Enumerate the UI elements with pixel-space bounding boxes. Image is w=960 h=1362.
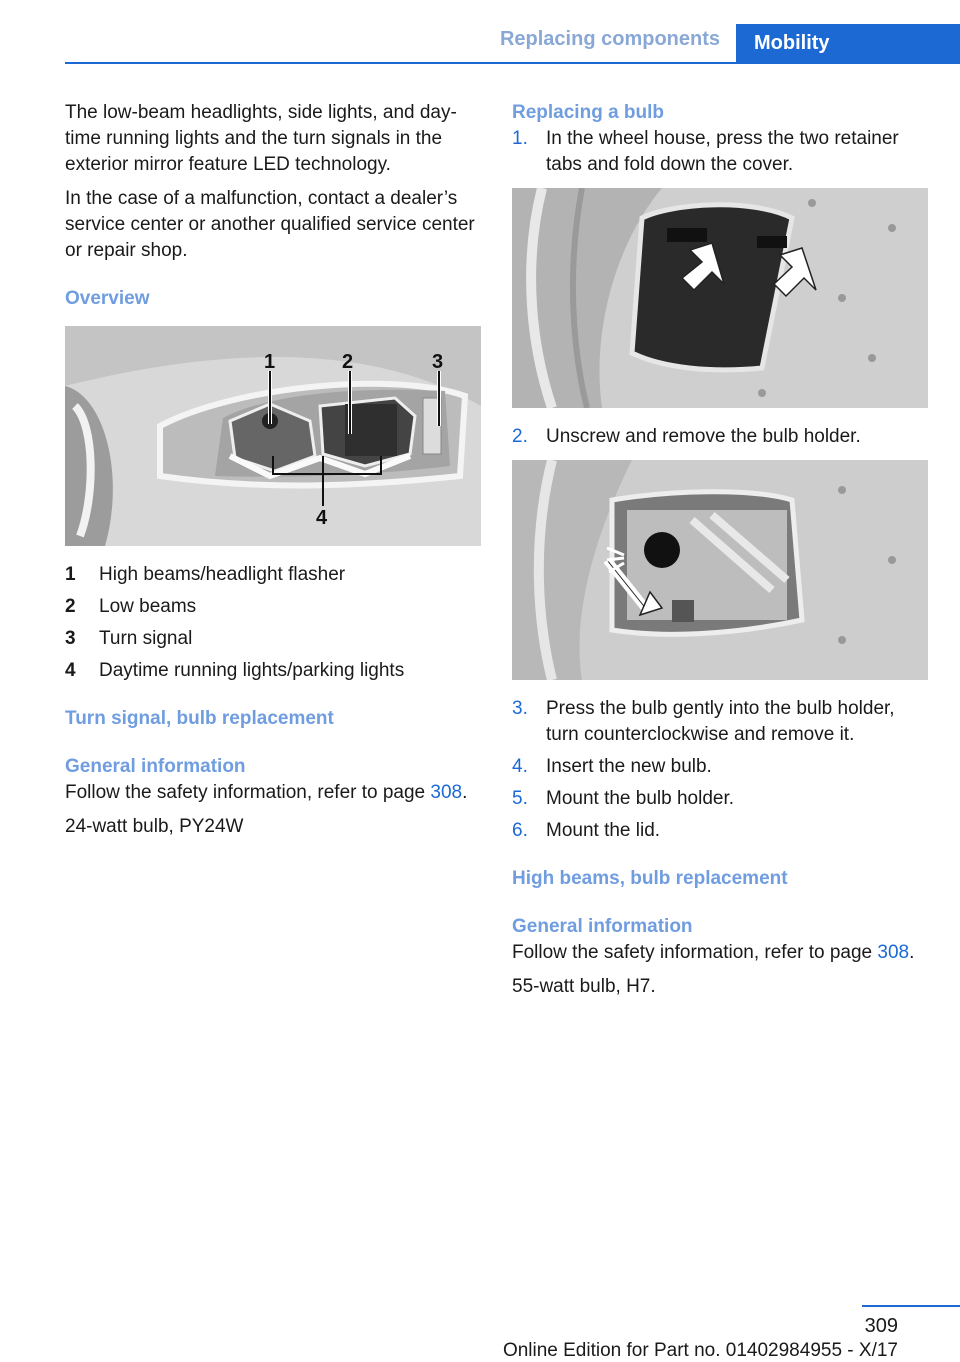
legend-number: 3 (65, 628, 76, 649)
step-item (512, 696, 928, 748)
legend-text: Turn signal (99, 628, 193, 649)
safety-text: Follow the safety information, refer to page (512, 942, 873, 963)
bulb-holder-figure (512, 460, 928, 680)
step-number: 1. (512, 128, 528, 149)
legend-item (65, 562, 481, 588)
step-item (512, 786, 928, 812)
right-column (512, 100, 928, 1008)
step-item (512, 424, 928, 450)
general-info-heading: General information (65, 756, 246, 777)
bulb-spec: 24-watt bulb, PY24W (65, 816, 244, 837)
legend-number: 2 (65, 596, 76, 617)
footer-rule (862, 1305, 960, 1307)
step-text: In the wheel house, press the two retainer tabs and fold down the cover. (546, 128, 899, 175)
high-beams-heading: High beams, bulb replacement (512, 868, 788, 889)
step-text: Mount the bulb holder. (546, 788, 735, 809)
safety-reference: Follow the safety information, refer to page 308. (512, 942, 915, 963)
header-rule (65, 62, 960, 64)
legend-item (65, 658, 481, 684)
page-link[interactable]: 308 (877, 942, 910, 963)
legend-item (65, 626, 481, 652)
replacing-bulb-heading: Replacing a bulb (512, 102, 665, 123)
page-number: 309 (864, 1315, 898, 1337)
intro-paragraph-1: The low-beam headlights, side lights, and daytime running lights and the turn signals in the exterior mirror feature LED technology. (65, 102, 457, 175)
header-section-title: Replacing components (499, 28, 720, 50)
left-column (65, 100, 481, 848)
overview-legend (65, 562, 481, 684)
step-text: Insert the new bulb. (546, 756, 712, 777)
steps-list (512, 424, 928, 450)
general-info-heading: General information (512, 916, 693, 937)
step-text: Unscrew and remove the bulb holder. (546, 426, 861, 447)
step-item (512, 818, 928, 844)
step-number: 4. (512, 756, 528, 777)
step-number: 5. (512, 788, 528, 809)
legend-text: High beams/headlight flasher (99, 564, 346, 585)
step-number: 3. (512, 698, 528, 719)
legend-item (65, 594, 481, 620)
legend-number: 1 (65, 564, 76, 585)
footer-edition: Online Edition for Part no. 01402984955 - X/17 (502, 1340, 898, 1361)
legend-text: Low beams (99, 596, 197, 617)
turn-signal-heading: Turn signal, bulb replacement (65, 708, 334, 729)
header-chapter-tab: Mobility (736, 24, 960, 62)
step-number: 6. (512, 820, 528, 841)
safety-reference: Follow the safety information, refer to page 308. (65, 782, 468, 803)
legend-text: Daytime running lights/parking lights (99, 660, 405, 681)
figure-label-1: 1 (264, 351, 276, 373)
page-link[interactable]: 308 (430, 782, 463, 803)
intro-paragraph-2: In the case of a malfunction, contact a dealer’s service center or another qualified service center or repair shop. (65, 188, 475, 261)
step-item (512, 754, 928, 780)
bulb-spec: 55-watt bulb, H7. (512, 976, 656, 997)
headlight-overview-figure (65, 326, 481, 546)
figure-label-3: 3 (432, 351, 444, 373)
figure-label-2: 2 (342, 351, 354, 373)
figure-label-4: 4 (316, 507, 328, 529)
legend-number: 4 (65, 660, 76, 681)
steps-list (512, 126, 928, 178)
step-text: Press the bulb gently into the bulb holder, turn counterclockwise and remove it. (546, 698, 895, 745)
step-number: 2. (512, 426, 528, 447)
overview-heading: Overview (65, 288, 150, 309)
step-item (512, 126, 928, 178)
step-text: Mount the lid. (546, 820, 661, 841)
wheel-house-cover-figure (512, 188, 928, 408)
safety-text: Follow the safety information, refer to page (65, 782, 426, 803)
steps-list (512, 696, 928, 844)
